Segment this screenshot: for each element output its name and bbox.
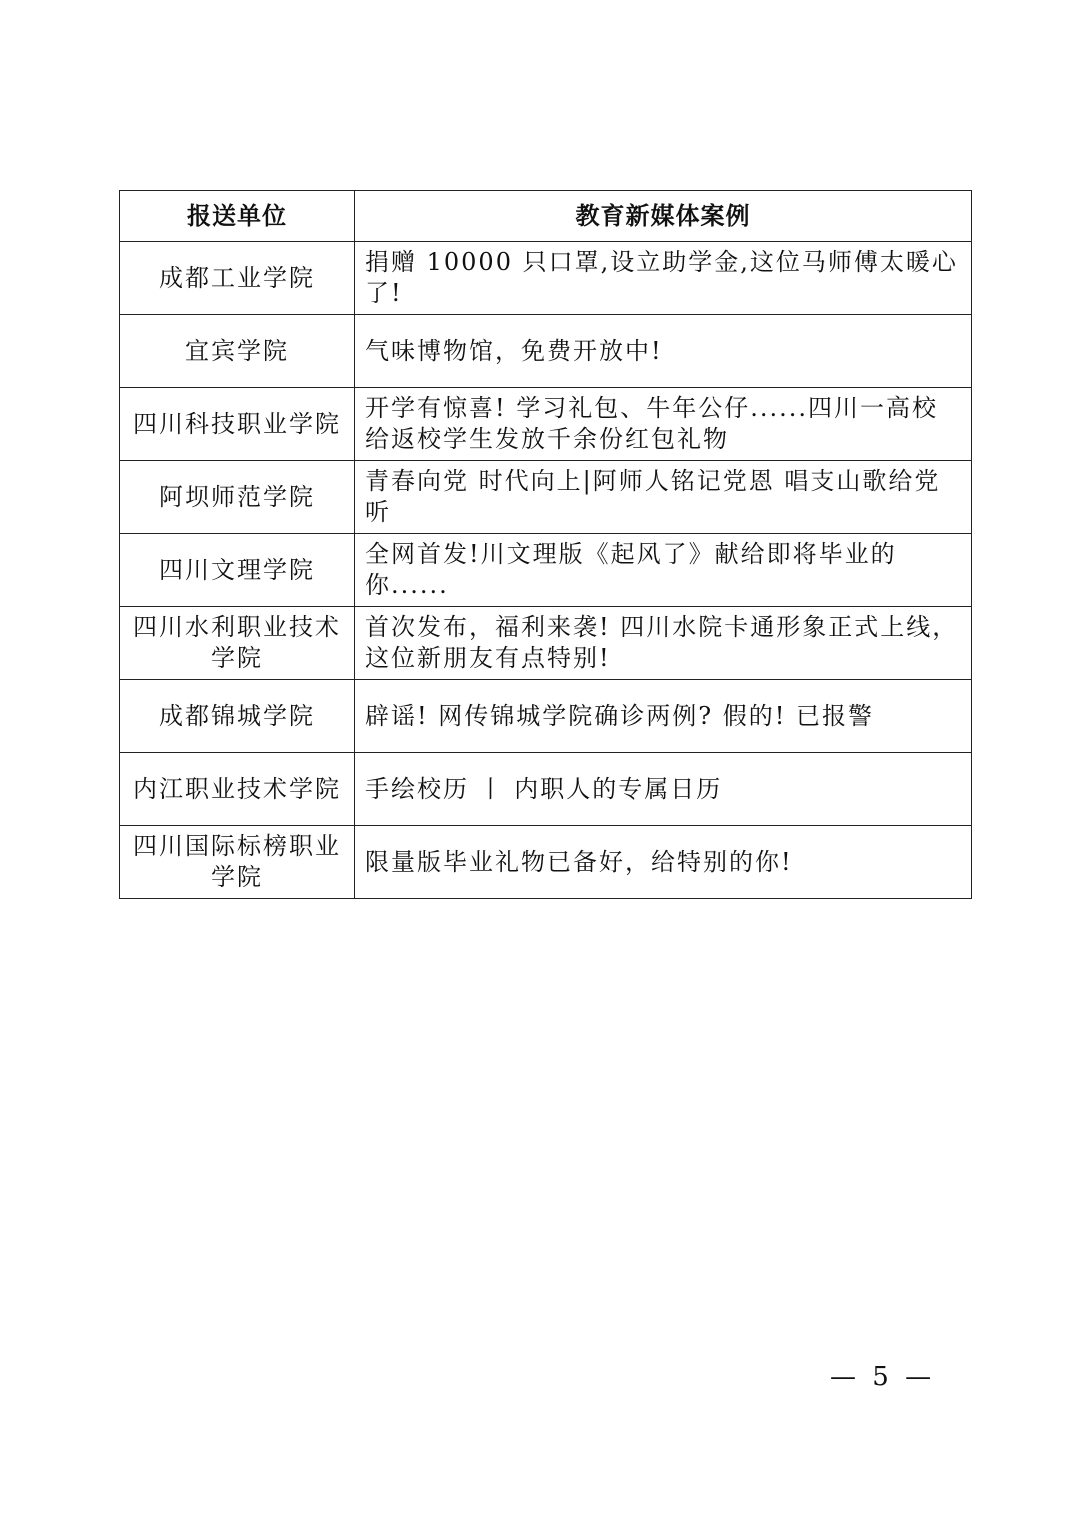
- unit-cell: 四川国际标榜职业学院: [120, 826, 355, 899]
- media-case-table: [119, 190, 972, 899]
- page-number: — 5 —: [830, 1362, 936, 1392]
- case-cell: 青春向党 时代向上|阿师人铭记党恩 唱支山歌给党听: [355, 461, 972, 534]
- unit-cell: 四川文理学院: [120, 534, 355, 607]
- case-cell: 全网首发!川文理版《起风了》献给即将毕业的你......: [355, 534, 972, 607]
- unit-cell: 内江职业技术学院: [120, 753, 355, 826]
- table-row: [120, 534, 972, 607]
- header-unit: 报送单位: [120, 191, 355, 242]
- table-row: [120, 680, 972, 753]
- table-row: [120, 315, 972, 388]
- header-case: 教育新媒体案例: [355, 191, 972, 242]
- table-row: [120, 753, 972, 826]
- case-cell: 手绘校历 丨 内职人的专属日历: [355, 753, 972, 826]
- table-row: [120, 826, 972, 899]
- case-cell: 捐赠 10000 只口罩,设立助学金,这位马师傅太暖心了!: [355, 242, 972, 315]
- case-cell: 辟谣! 网传锦城学院确诊两例? 假的! 已报警: [355, 680, 972, 753]
- unit-cell: 成都锦城学院: [120, 680, 355, 753]
- table-row: [120, 607, 972, 680]
- table-header-row: [120, 191, 972, 242]
- unit-cell: 成都工业学院: [120, 242, 355, 315]
- case-cell: 气味博物馆，免费开放中!: [355, 315, 972, 388]
- unit-cell: 四川水利职业技术学院: [120, 607, 355, 680]
- case-cell: 限量版毕业礼物已备好，给特别的你!: [355, 826, 972, 899]
- unit-cell: 宜宾学院: [120, 315, 355, 388]
- table-row: [120, 242, 972, 315]
- table-row: [120, 388, 972, 461]
- table-row: [120, 461, 972, 534]
- unit-cell: 四川科技职业学院: [120, 388, 355, 461]
- case-cell: 首次发布，福利来袭! 四川水院卡通形象正式上线，这位新朋友有点特别!: [355, 607, 972, 680]
- case-cell: 开学有惊喜! 学习礼包、牛年公仔......四川一高校给返校学生发放千余份红包礼物: [355, 388, 972, 461]
- unit-cell: 阿坝师范学院: [120, 461, 355, 534]
